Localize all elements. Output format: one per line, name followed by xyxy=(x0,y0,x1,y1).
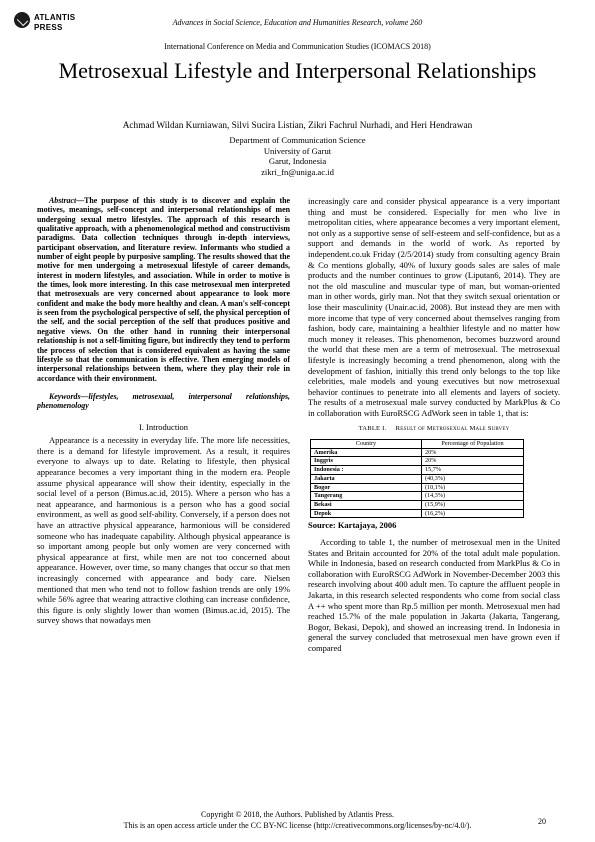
table-row xyxy=(311,500,524,509)
paper-title: Metrosexual Lifestyle and Interpersonal Relationships xyxy=(58,58,537,83)
abstract-text: —The purpose of this study is to discover and explain the motives, meanings, self-concept and interpersonal relationships of men undergoing sexual metro lifestyles. The approach of this research is qualitative approach, with a phenomenological method and constructivism paradigms. Data collection techniques through in-depth interviews, participant observation, and literature review. Informants who studied a number of eight people by purposive sampling. The results showed that the motive for men undergoing a metrosexual lifestyle of career demands, interest in modern lifestyles, and association. While in order to motive is the times, look more interesting. In this case metrosexual men interpreted that metrosexuals are very concerned about appearance to look more confident and make the body more healthy and clean. A man's self-concept is seen from the psychological perspective of self, the physical perception of the self, and the social perception of the self that produces positive and negative views. On the other hand in running their interpersonal relationship is not a self-limiting figure, but indirectly they tend to perform the process of selection that is considered equivalent as having the same lifestyle so that the communication is effective. Then emerging models of interpersonal relationships between them, where they play their role in accordance with their environment. xyxy=(37,196,290,383)
right-column xyxy=(308,196,560,654)
logo-text-line1: ATLANTIS xyxy=(34,13,76,22)
logo-text-line2: PRESS xyxy=(34,23,63,32)
table-row xyxy=(311,474,524,483)
right-paragraph-1: increasingly care and consider physical appearance is a very important thing and must be considered. Especially for men who live in metropolitan cities, where appearance becomes a very important element, not only as a supportive sense of self-esteem and self-confidence, but as a support and demands in the world of work. As reported by independent.co.uk Friday (2/5/2014) study from consulting agency Brain & Co mentions globally, 40% of luxury goods sales are sales of male products and the number continues to grow (Liputan6, 2014). They are not the old masculine and muscular type of man, but woman-oriented man in other words, girly man. Not that they switch sexual orientation or lose their masculinity (Unair.ac.id, 2008). But instead they are men with more income that type of very concerned about themselves ranging from fashion, body care, maintaining a healthier lifestyle and no matter how much money it releases. This phenomenon, becomes buzzword around the world that these men are a term of metrosexual. The metrosexual lifestyle is increasingly becoming a trend phenomenon, along with the development of fashion, initially this trend only belongs to the top like celebrities, male models and young executives but now metrosexual behavior continues to penetrate into all elements and layers of society. The results of a metrosexual male survey conducted by MarkPlus & Co in collaboration with EuroRSCG AdWork seen in table 1, that is: xyxy=(308,196,560,418)
table-row xyxy=(311,492,524,501)
affiliation-location: Garut, Indonesia xyxy=(268,156,327,167)
author-list: Achmad Wildan Kurniawan, Silvi Sucira Listian, Zikri Fachrul Nurhadi, and Heri Hendrawan xyxy=(122,121,473,131)
table-cell-country: Bekasi xyxy=(311,500,422,509)
table-title: Result of Metrosexual Male Survey xyxy=(395,425,510,433)
table-cell-country: Depok xyxy=(311,509,422,518)
keywords-label: Keywords xyxy=(49,391,81,401)
section-heading-introduction: I. Introduction xyxy=(138,421,189,432)
journal-series-header: Advances in Social Science, Education and Humanities Research, volume 260 xyxy=(172,18,423,27)
copyright-notice: Copyright © 2018, the Authors. Published by Atlantis Press. xyxy=(201,810,394,819)
table-cell-country: Bogor xyxy=(311,483,422,492)
affiliation-department: Department of Communication Science xyxy=(229,135,366,145)
table-cell-percentage: (16,2%) xyxy=(422,509,524,518)
license-notice: This is an open access article under the CC BY-NC license (http://creativecommons.org/licenses/by-nc/4.0/). xyxy=(123,820,472,830)
affiliation-block xyxy=(0,135,595,178)
right-paragraph-2: According to table 1, the number of metrosexual men in the United States and Britain accounted for 20% of the total adult male population. While in Indonesia, based on research conducted from MarkPlus & Co in collaboration with EuroRSCG AdWork in November-December 2003 this research involving about 400 adult men. To capture the affluent people in Jakarta, in this research selected respondents who come from social class A ++ who spent more than Rp.5 million per month. Metrosexual men had reached 15.7% of the male population in Jakarta (Jakarta, Tangerang, Bogor, Bekasi, Depok), and showed an increasing trend. In Indonesia in general the survey concluded that metrosexual men have grown even if compared xyxy=(308,536,560,653)
table-row xyxy=(311,466,524,475)
table-header-cell: Country xyxy=(311,440,422,449)
table-cell-percentage: (15,9%) xyxy=(422,500,524,509)
table-cell-percentage: (40,3%) xyxy=(422,474,524,483)
page-footer xyxy=(0,810,595,831)
table-number: TABLE I. xyxy=(358,425,387,433)
abstract-label: Abstract xyxy=(49,196,77,205)
table-source: Source: Kartajaya, 2006 xyxy=(308,520,397,531)
table-cell-country: Jakarta xyxy=(311,474,422,483)
table-cell-country: Indonesia : xyxy=(311,466,422,475)
affiliation-university: University of Garut xyxy=(263,145,332,156)
keywords xyxy=(37,392,290,411)
intro-paragraph-1: Appearance is a necessity in everyday life. The more life necessities, there is a demand for lifestyle improvement. As a result, it requires everyone to always up to date. Relating to lifestyle, then physical appearance becomes a very important thing in the modern era. People assume physical appearance will show their identity, especially in the social level of a person (Bimus.ac.id, 2015). Where a person who has a neat appearance, and harmonious is a person who has a good social environment, as well as good self-ability. Conversely, if a person does not have an attractive physical appearance, harmonious will be considered someone who has inadequate capability. Although physical appearance is so important among people but only women are very concerned with physical appearance at first, while men are not too concerned about appearance. However, over time, so many changes that occur so that men increasingly concerned with appearance and body care. Nielsen mentioned that men who tend not to follow fashion trends are only 19% while 56% agree that wearing attractive clothing can increase confidence, this figure is only slightly lower than women (Bimus.ac.id, 2015). The survey shows that nowadays men xyxy=(37,435,290,626)
atlantis-press-logo xyxy=(14,10,94,46)
table-row xyxy=(311,509,524,518)
table-cell-percentage: 20% xyxy=(422,457,524,466)
table-cell-country: Inggris xyxy=(311,457,422,466)
table-cell-percentage: (10,1%) xyxy=(422,483,524,492)
table-row xyxy=(311,448,524,457)
abstract xyxy=(37,196,290,383)
survey-table xyxy=(310,439,524,518)
table-row xyxy=(311,457,524,466)
table-header-row xyxy=(311,440,524,449)
conference-header: International Conference on Media and Communication Studies (ICOMACS 2018) xyxy=(164,42,431,51)
table-header-cell: Percentage of Population xyxy=(422,440,524,449)
table-caption xyxy=(308,424,560,435)
table-cell-percentage: 15,7% xyxy=(422,466,524,475)
table-cell-percentage: (14,3%) xyxy=(422,492,524,501)
table-row xyxy=(311,483,524,492)
page-number: 20 xyxy=(538,817,546,826)
affiliation-email: zikri_fn@uniga.ac.id xyxy=(261,167,334,178)
table-cell-country: Tangerang xyxy=(311,492,422,501)
table-cell-country: Amerika xyxy=(311,448,422,457)
left-column xyxy=(37,196,290,626)
table-cell-percentage: 20% xyxy=(422,448,524,457)
keywords-text: —lifestyles, metrosexual, interpersonal relationships, phenomenology xyxy=(37,391,290,411)
